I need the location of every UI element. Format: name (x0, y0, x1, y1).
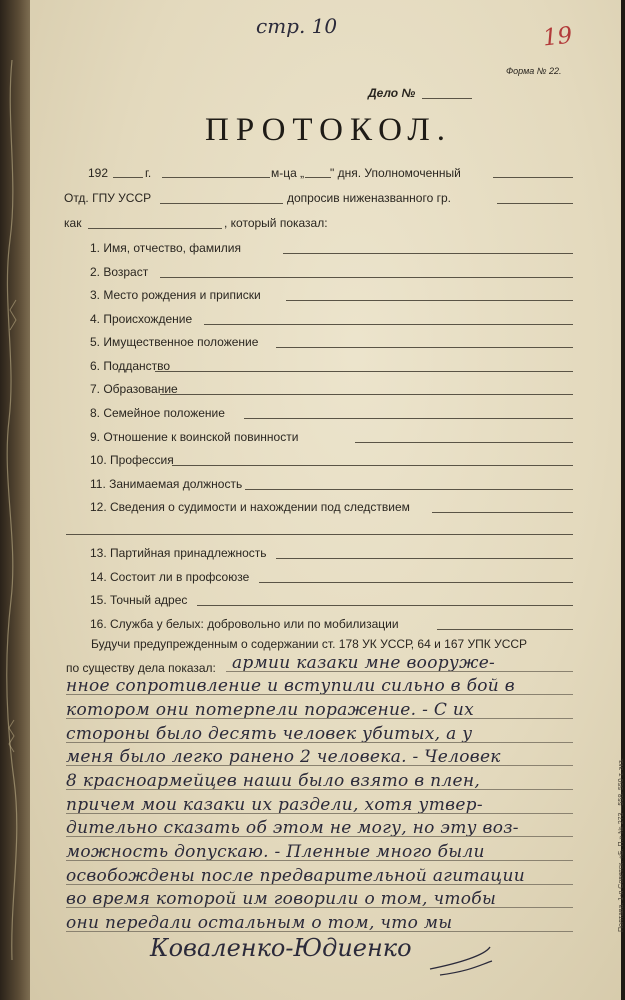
officer-line (493, 177, 573, 178)
field-label: 5. Имущественное положение (90, 335, 259, 349)
month-line (162, 177, 270, 178)
field-label: 3. Место рождения и приписки (90, 288, 261, 302)
field-line (160, 277, 573, 278)
year-line (113, 177, 143, 178)
field-label: 12. Сведения о судимости и нахождении под следствием (90, 500, 410, 514)
form-label: Форма № 22. (506, 66, 562, 76)
field-line (204, 324, 573, 325)
field-line (437, 629, 573, 630)
intro-as: как (64, 216, 82, 230)
field-label: 11. Занимаемая должность (90, 477, 243, 491)
case-label: Дело № (368, 86, 416, 100)
field-line (355, 442, 573, 443)
field-line-extra (66, 534, 573, 535)
day-line (305, 177, 331, 178)
intro-month: м-ца „ (271, 166, 305, 180)
narrative-line: причем мои казаки их раздели, хотя утвер- (66, 795, 483, 815)
field-line (259, 582, 573, 583)
narrative-line: можность допускаю. - Пленные много были (66, 842, 485, 862)
field-label: 15. Точный адрес (90, 593, 188, 607)
binding-edge (0, 0, 34, 1000)
narrative-ruling (66, 789, 573, 790)
narrative-ruling (66, 742, 573, 743)
narrative-ruling (66, 860, 573, 861)
field-line (244, 418, 573, 419)
field-line (286, 300, 573, 301)
field-label: 9. Отношение к воинской повинности (90, 430, 299, 444)
narrative-ruling (66, 836, 573, 837)
narrative-line: меня было легко ранено 2 человека. - Человек (66, 747, 501, 767)
field-line (283, 253, 573, 254)
field-label: 16. Служба у белых: добровольно или по мобилизации (90, 617, 399, 631)
narrative-line: 8 красноармейцев наши было взято в плен, (66, 771, 481, 791)
field-label: 13. Партийная принадлежность (90, 546, 267, 560)
sheet-number: 19 (541, 22, 574, 52)
field-line (197, 605, 573, 606)
field-label: 6. Подданство (90, 359, 171, 373)
citizen-line (497, 203, 573, 204)
field-label: 7. Образование (90, 382, 178, 396)
field-line (276, 347, 573, 348)
narrative-ruling (66, 884, 573, 885)
intro-dept: Отд. ГПУ УССР (64, 191, 152, 205)
print-note: Полтава. 1-я Советск. «Б. П.» № 273—558. 550 т. экз. (618, 758, 625, 932)
signature: Коваленко-Юдиенко (150, 934, 412, 962)
field-line (155, 371, 573, 372)
narrative-ruling (66, 718, 573, 719)
narrative-ruling (66, 813, 573, 814)
narrative-ruling (66, 907, 573, 908)
narrative-ruling (66, 694, 573, 695)
narrative-line: нное сопротивление и вступили сильно в бой в (66, 676, 515, 696)
intro-testified: , который показал: (224, 216, 328, 230)
margin-scribble-icon (0, 0, 24, 1000)
field-line (276, 558, 573, 559)
field-label: 2. Возраст (90, 265, 149, 279)
narrative-ruling (226, 671, 573, 672)
narrative-line: они передали остальным о том, что мы (66, 913, 453, 933)
field-line (172, 465, 573, 466)
intro-g: г. (145, 166, 152, 180)
field-line (160, 394, 573, 395)
field-line (245, 489, 573, 490)
warning-statement: Будучи предупрежденным о содержании ст. 178 УК УССР, 64 и 167 УПК УССР (91, 637, 528, 651)
case-number-line (422, 98, 472, 99)
page-note: стр. 10 (256, 14, 338, 38)
narrative-line: стороны было десять человек убитых, а у (66, 724, 473, 744)
intro-year: 192 (88, 166, 109, 180)
narrative-line: освобождены после предварительной агитации (66, 866, 525, 886)
field-label: 4. Происхождение (90, 312, 193, 326)
narrative-line: котором они потерпели поражение. - С их (66, 700, 474, 720)
field-label: 8. Семейное положение (90, 406, 225, 420)
intro-interrogated: допросив ниженазванного гр. (287, 191, 451, 205)
narrative-ruling (66, 765, 573, 766)
page-title: ПРОТОКОЛ. (205, 112, 452, 148)
field-line (432, 512, 573, 513)
narrative-line: дительно сказать об этом не могу, но эту воз- (66, 818, 519, 838)
narrative-line: армии казаки мне вооруже- (232, 653, 496, 673)
field-label: 10. Профессия (90, 453, 174, 467)
narrative-line: во время которой им говорили о том, чтобы (66, 889, 497, 909)
testimony-label: по существу дела показал: (66, 661, 216, 675)
dept-line (160, 203, 283, 204)
field-label: 14. Состоит ли в профсоюзе (90, 570, 250, 584)
as-line (88, 228, 222, 229)
field-label: 1. Имя, отчество, фамилия (90, 241, 241, 255)
intro-day: " дня. Уполномоченный (330, 166, 461, 180)
